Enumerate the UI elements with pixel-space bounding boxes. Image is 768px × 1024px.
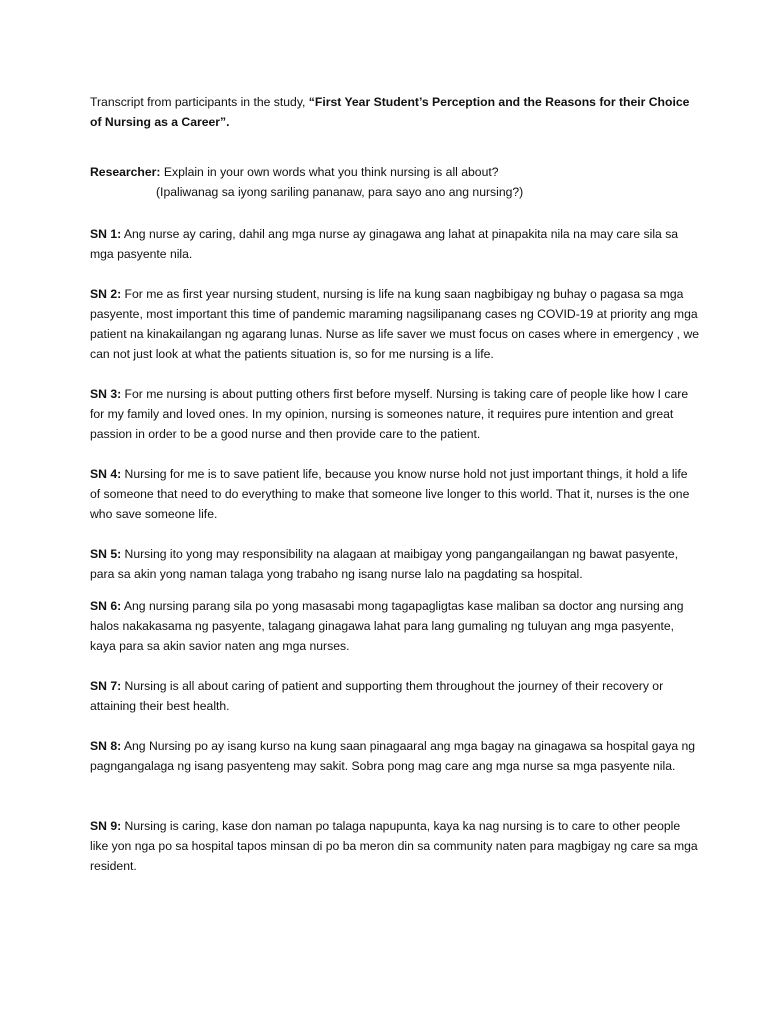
- response-sn4: [90, 464, 700, 524]
- response-sn3: [90, 384, 700, 444]
- intro-text: Transcript from participants in the study,: [90, 95, 309, 109]
- response-sn1: [90, 224, 700, 264]
- response-text: Ang Nursing po ay isang kurso na kung saan pinagaaral ang mga bagay na ginagawa sa hospital gaya ng pagngangalaga ng isang pasyenteng may sakit. Sobra pong mag care ang mga nurse sa mga pasyente nila.: [90, 739, 696, 773]
- response-text: Nursing for me is to save patient life, because you know nurse hold not just important things, it hold a life of someone that need to do everything to make that someone live longer to this world. That it, nurses is the one who save someone life.: [90, 467, 690, 521]
- response-sn7: [90, 676, 700, 716]
- response-label: SN 5:: [90, 547, 122, 561]
- response-text: For me nursing is about putting others first before myself. Nursing is taking care of people like how I care for my family and loved ones. In my opinion, nursing is someones nature, it requires pure intention and great passion in order to be a good nurse and then provide care to the patient.: [90, 387, 689, 441]
- response-label: SN 7:: [90, 679, 122, 693]
- response-sn5: [90, 544, 700, 584]
- response-sn2: [90, 284, 700, 364]
- response-label: SN 9:: [90, 819, 122, 833]
- response-label: SN 4:: [90, 467, 122, 481]
- response-text: Nursing is caring, kase don naman po talaga napupunta, kaya ka nag nursing is to care to other people like yon nga po sa hospital tapos minsan di po ba meron din sa community naten para magbigay ng care sa mga resident.: [90, 819, 698, 873]
- question-text: Explain in your own words what you think nursing is all about?: [160, 165, 499, 179]
- response-label: SN 6:: [90, 599, 122, 613]
- response-text: Ang nurse ay caring, dahil ang mga nurse ay ginagawa ang lahat at pinapakita nila na may care sila sa mga pasyente nila.: [90, 227, 679, 261]
- response-text: Ang nursing parang sila po yong masasabi mong tagapagligtas kase maliban sa doctor ang nursing ang halos nakakasama ng pasyente, talagang ginagawa lahat para lang gumaling ng tuluyan ang mga pasyente, kaya para sa akin savior naten ang mga nurses.: [90, 599, 684, 653]
- study-title: “First Year Student’s Perception and the Reasons for their Choice of Nursing as a Career”.: [90, 95, 690, 129]
- response-text: Nursing ito yong may responsibility na alagaan at maibigay yong pangangailangan ng bawat pasyente, para sa akin yong naman talaga yong trabaho ng isang nurse lalo na pagdating sa hospital.: [90, 547, 679, 581]
- transcript-intro: [90, 92, 700, 132]
- response-label: SN 3:: [90, 387, 122, 401]
- question-translation: (Ipaliwanag sa iyong sariling pananaw, para sayo ano ang nursing?): [156, 185, 524, 199]
- researcher-question: [90, 162, 700, 202]
- response-sn8: [90, 736, 700, 776]
- response-label: SN 8:: [90, 739, 122, 753]
- response-sn6: [90, 596, 700, 656]
- response-label: SN 1:: [90, 227, 122, 241]
- response-text: Nursing is all about caring of patient and supporting them throughout the journey of their recovery or attaining their best health.: [90, 679, 664, 713]
- response-sn9: [90, 816, 700, 876]
- response-text: For me as first year nursing student, nursing is life na kung saan nagbibigay ng buhay o pagasa sa mga pasyente, most important this time of pandemic maraming nagsilipanang cases ng COVID-19 at priority ang mga patient na kinakailangan ng agarang lunas. Nurse as life saver we must focus on cases where in emergency , we can not just look at what the patients situation is, so for me nursing is a life.: [90, 287, 700, 361]
- researcher-label: Researcher:: [90, 165, 161, 179]
- response-label: SN 2:: [90, 287, 122, 301]
